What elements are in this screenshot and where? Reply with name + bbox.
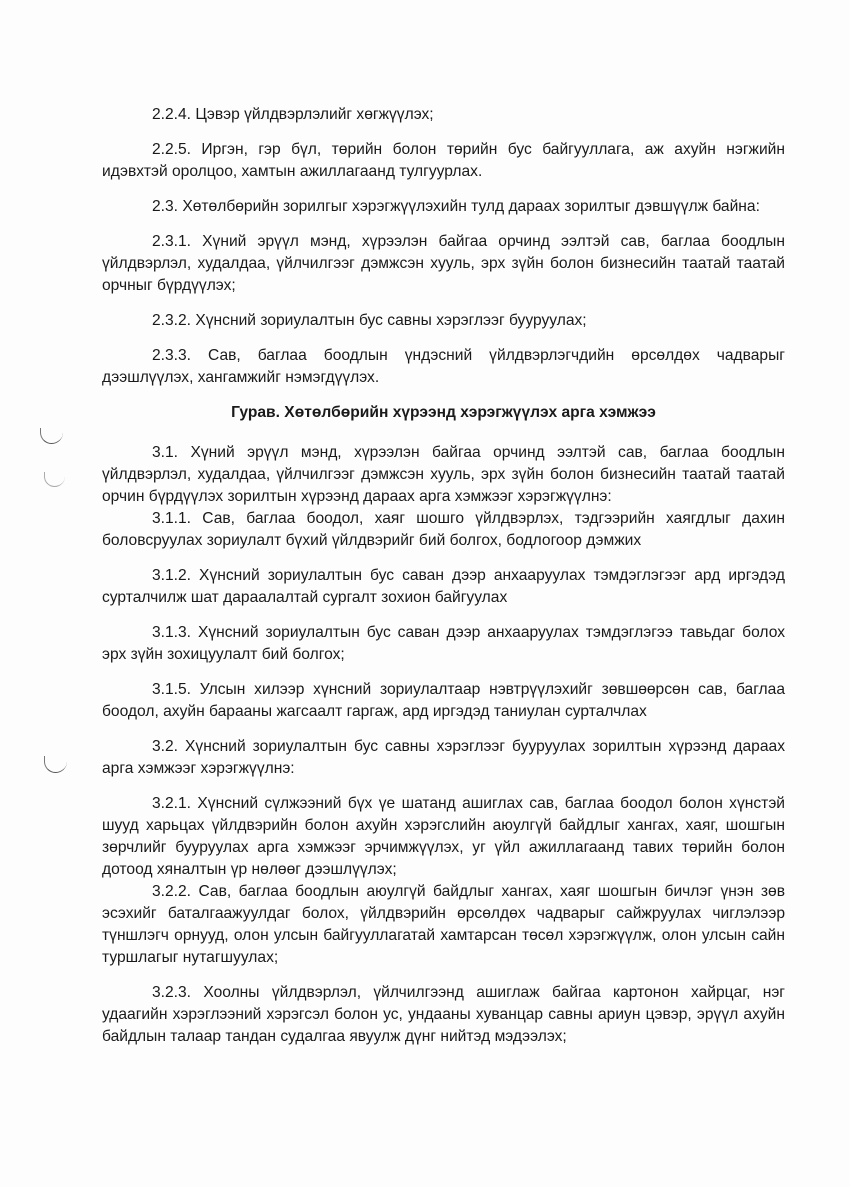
section-heading: Гурав. Хөтөлбөрийн хүрээнд хэрэгжүүлэх арга хэмжээ — [231, 404, 656, 421]
paragraph-3-2: 3.2. Хүнсний зориулалтын бус савны хэрэглээг бууруулах зорилтын хүрээнд дараах арга хэмжээг хэрэгжүүлнэ: — [102, 738, 785, 777]
paragraph-3-1-1: 3.1.1. Сав, баглаа боодол, хаяг шошго үйлдвэрлэх, тэдгээрийн хаягдлыг дахин боловсруулах зориулалт бүхий үйлдвэрийг бий болгох, бодлогоор дэмжих — [102, 510, 785, 549]
paragraph-2-3-2: 2.3.2. Хүнсний зориулалтын бус савны хэрэглээг бууруулах; — [152, 312, 587, 329]
paragraph-3-1-2: 3.1.2. Хүнсний зориулалтын бус саван дээр анхааруулах тэмдэглэгээг ард иргэдэд сурталчилж шат дараалалтай сургалт зохион байгуулах — [102, 567, 785, 606]
paragraph-2-3-1: 2.3.1. Хүний эрүүл мэнд, хүрээлэн байгаа орчинд ээлтэй сав, баглаа боодлын үйлдвэрлэл, худалдаа, үйлчилгээг дэмжсэн хууль, эрх зүйн болон бизнесийн таатай таатай орчныг бүрдүүлэх; — [102, 233, 785, 294]
punch-hole-mark — [44, 472, 65, 487]
punch-hole-mark — [40, 428, 63, 444]
paragraph-2-2-4: 2.2.4. Цэвэр үйлдвэрлэлийг хөгжүүлэх; — [152, 106, 434, 123]
paragraph-3-2-3: 3.2.3. Хоолны үйлдвэрлэл, үйлчилгээнд ашиглаж байгаа картонон хайрцаг, нэг удаагийн хэрэглээний хэрэгсэл болон ус, ундааны хуванцар савны ариун цэвэр, эрүүл ахуйн байдлын талаар тандан судалгаа явуулж дүнг нийтэд мэдээлэх; — [102, 984, 785, 1045]
paragraph-3-2-1: 3.2.1. Хүнсний сүлжээний бүх үе шатанд ашиглах сав, баглаа боодол болон хүнстэй шууд харьцах үйлдвэрийн болон ахуйн хэрэгслийн аюулгүй байдлыг хангах, хаяг, шошгын зөрчлийг бууруулах арга хэмжээг эрчимжүүлэх, уг үйл ажиллагаанд тавих төрийн болон дотоод хяналтын үр нөлөөг дээшлүүлэх; — [102, 795, 785, 878]
paragraph-3-1: 3.1. Хүний эрүүл мэнд, хүрээлэн байгаа орчинд ээлтэй сав, баглаа боодлын үйлдвэрлэл, худалдаа, үйлчилгээг дэмжсэн хууль, эрх зүйн болон бизнесийн таатай таатай орчин бүрдүүлэх зорилтын хүрээнд дараах арга хэмжээг хэрэгжүүлнэ: — [102, 444, 785, 505]
paragraph-3-1-3: 3.1.3. Хүнсний зориулалтын бус саван дээр анхааруулах тэмдэглэгээ тавьдаг болох эрх зүйн зохицуулалт бий болгох; — [102, 624, 785, 663]
paragraph-2-2-5: 2.2.5. Иргэн, гэр бүл, төрийн болон төрийн бус байгууллага, аж ахуйн нэгжийн идэвхтэй оролцоо, хамтын ажиллагаанд тулгуурлах. — [102, 141, 785, 180]
paragraph-2-3: 2.3. Хөтөлбөрийн зорилгыг хэрэгжүүлэхийн тулд дараах зорилтыг дэвшүүлж байна: — [152, 198, 760, 215]
paragraph-3-1-5: 3.1.5. Улсын хилээр хүнсний зориулалтаар нэвтрүүлэхийг зөвшөөрсөн сав, баглаа боодол, ахуйн барааны жагсаалт гаргаж, ард иргэдэд таниулан сурталчлах — [102, 681, 785, 720]
paragraph-2-3-3: 2.3.3. Сав, баглаа боодлын үндэсний үйлдвэрлэгчдийн өрсөлдөх чадварыг дээшлүүлэх, хангамжийг нэмэгдүүлэх. — [102, 347, 785, 386]
document-body — [102, 104, 785, 1061]
punch-hole-mark — [44, 756, 67, 773]
paragraph-3-2-2: 3.2.2. Сав, баглаа боодлын аюулгүй байдлыг хангах, хаяг шошгын бичлэг үнэн зөв эсэхийг баталгаажуулдаг болох, үйлдвэрийн өрсөлдөх чадварыг сайжруулах чиглэлээр түншлэгч орнууд, олон улсын байгууллагатай хамтарсан төсөл хэрэгжүүлж, олон улсын сайн туршлагыг нутагшуулах; — [102, 883, 785, 966]
